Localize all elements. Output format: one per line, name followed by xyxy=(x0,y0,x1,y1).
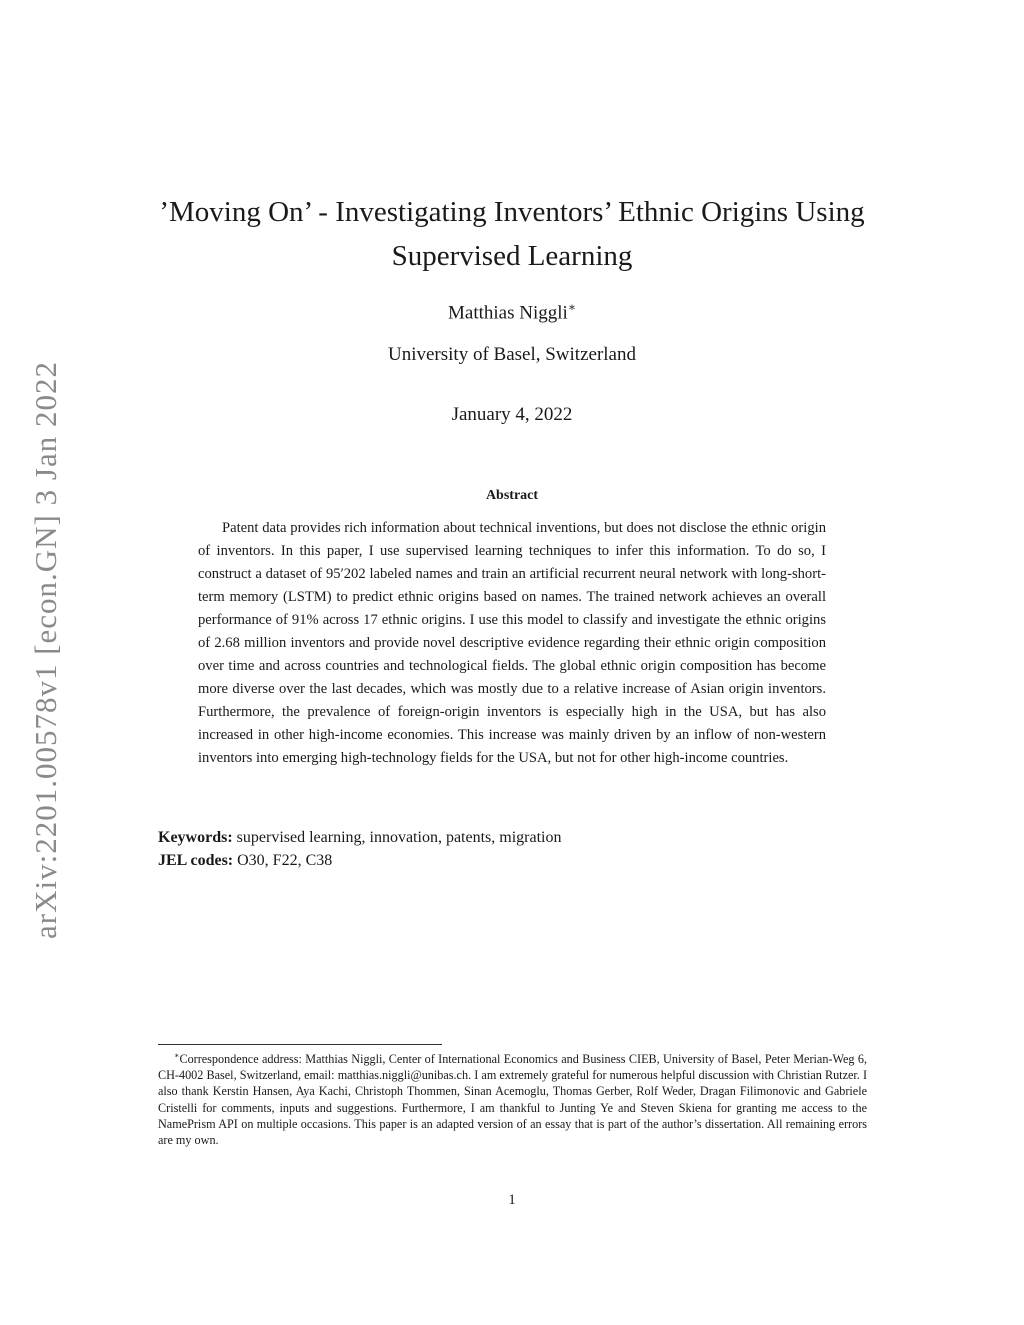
author-footnote-marker[interactable]: ∗ xyxy=(567,300,576,314)
author-name: Matthias Niggli xyxy=(448,302,568,324)
footnote-text: Correspondence address: Matthias Niggli, Center of International Economics and Business CIEB, University of Basel, Peter Merian-Weg 6, CH-4002 Basel, Switzerland, email: matthias.niggli@unibas.ch. I am extremely grateful for numerous helpful discussion with Christian Rutzer. I also thank Kerstin Hansen, Aya Kachi, Christoph Thommen, Sinan Acemoglu, Thomas Gerber, Rolf Weder, Dragan Filimonovic and Gabriele Cristelli for comments, inputs and suggestions. Furthermore, I am thankful to Junting Ye and Steven Skiena for granting me access to the NamePrism API on multiple occasions. This paper is an adapted version of an essay that is part of the author’s dissertation. All remaining errors are my own. xyxy=(158,1052,867,1148)
keywords-value: supervised learning, innovation, patents, migration xyxy=(236,829,562,846)
jel-codes-value: O30, F22, C38 xyxy=(237,852,333,869)
author-line xyxy=(140,300,884,324)
keywords-label: Keywords: xyxy=(158,829,233,846)
jel-codes-line xyxy=(158,849,878,872)
arxiv-identifier-stamp: arXiv:2201.00578v1 [econ.GN] 3 Jan 2022 xyxy=(28,361,63,939)
footnote-divider xyxy=(158,1044,442,1045)
paper-title: ’Moving On’ - Investigating Inventors’ Ethnic Origins Using Supervised Learning xyxy=(159,196,865,272)
abstract-heading: Abstract xyxy=(485,488,539,503)
author-affiliation: University of Basel, Switzerland xyxy=(387,344,636,365)
footnote-marker: ∗ xyxy=(174,1051,180,1060)
keywords-block xyxy=(158,826,878,872)
abstract-text: Patent data provides rich information about technical inventions, but does not disclose the ethnic origin of inventors. In this paper, I use supervised learning techniques to infer this information. To do so, I construct a dataset of 95′202 labeled names and train an artificial recurrent neural network with long-short-term memory (LSTM) to predict ethnic origins based on names. The trained network achieves an overall performance of 91% across 17 ethnic origins. I use this model to classify and investigate the ethnic origins of 2.68 million inventors and provide novel descriptive evidence regarding their ethnic origin composition over time and across countries and technological fields. The global ethnic origin composition has become more diverse over the last decades, which was mostly due to a relative increase of Asian origin inventors. Furthermore, the prevalence of foreign-origin inventors is especially high in the USA, but has also increased in other high-income economies. This increase was mainly driven by an inflow of non-western inventors into emerging high-technology fields for the USA, but not for other high-income countries. xyxy=(198,520,826,766)
jel-codes-label: JEL codes: xyxy=(158,852,234,869)
correspondence-footnote xyxy=(158,1048,867,1148)
publication-date: January 4, 2022 xyxy=(451,404,573,425)
page-number: 1 xyxy=(508,1192,516,1208)
keywords-line xyxy=(158,826,878,849)
